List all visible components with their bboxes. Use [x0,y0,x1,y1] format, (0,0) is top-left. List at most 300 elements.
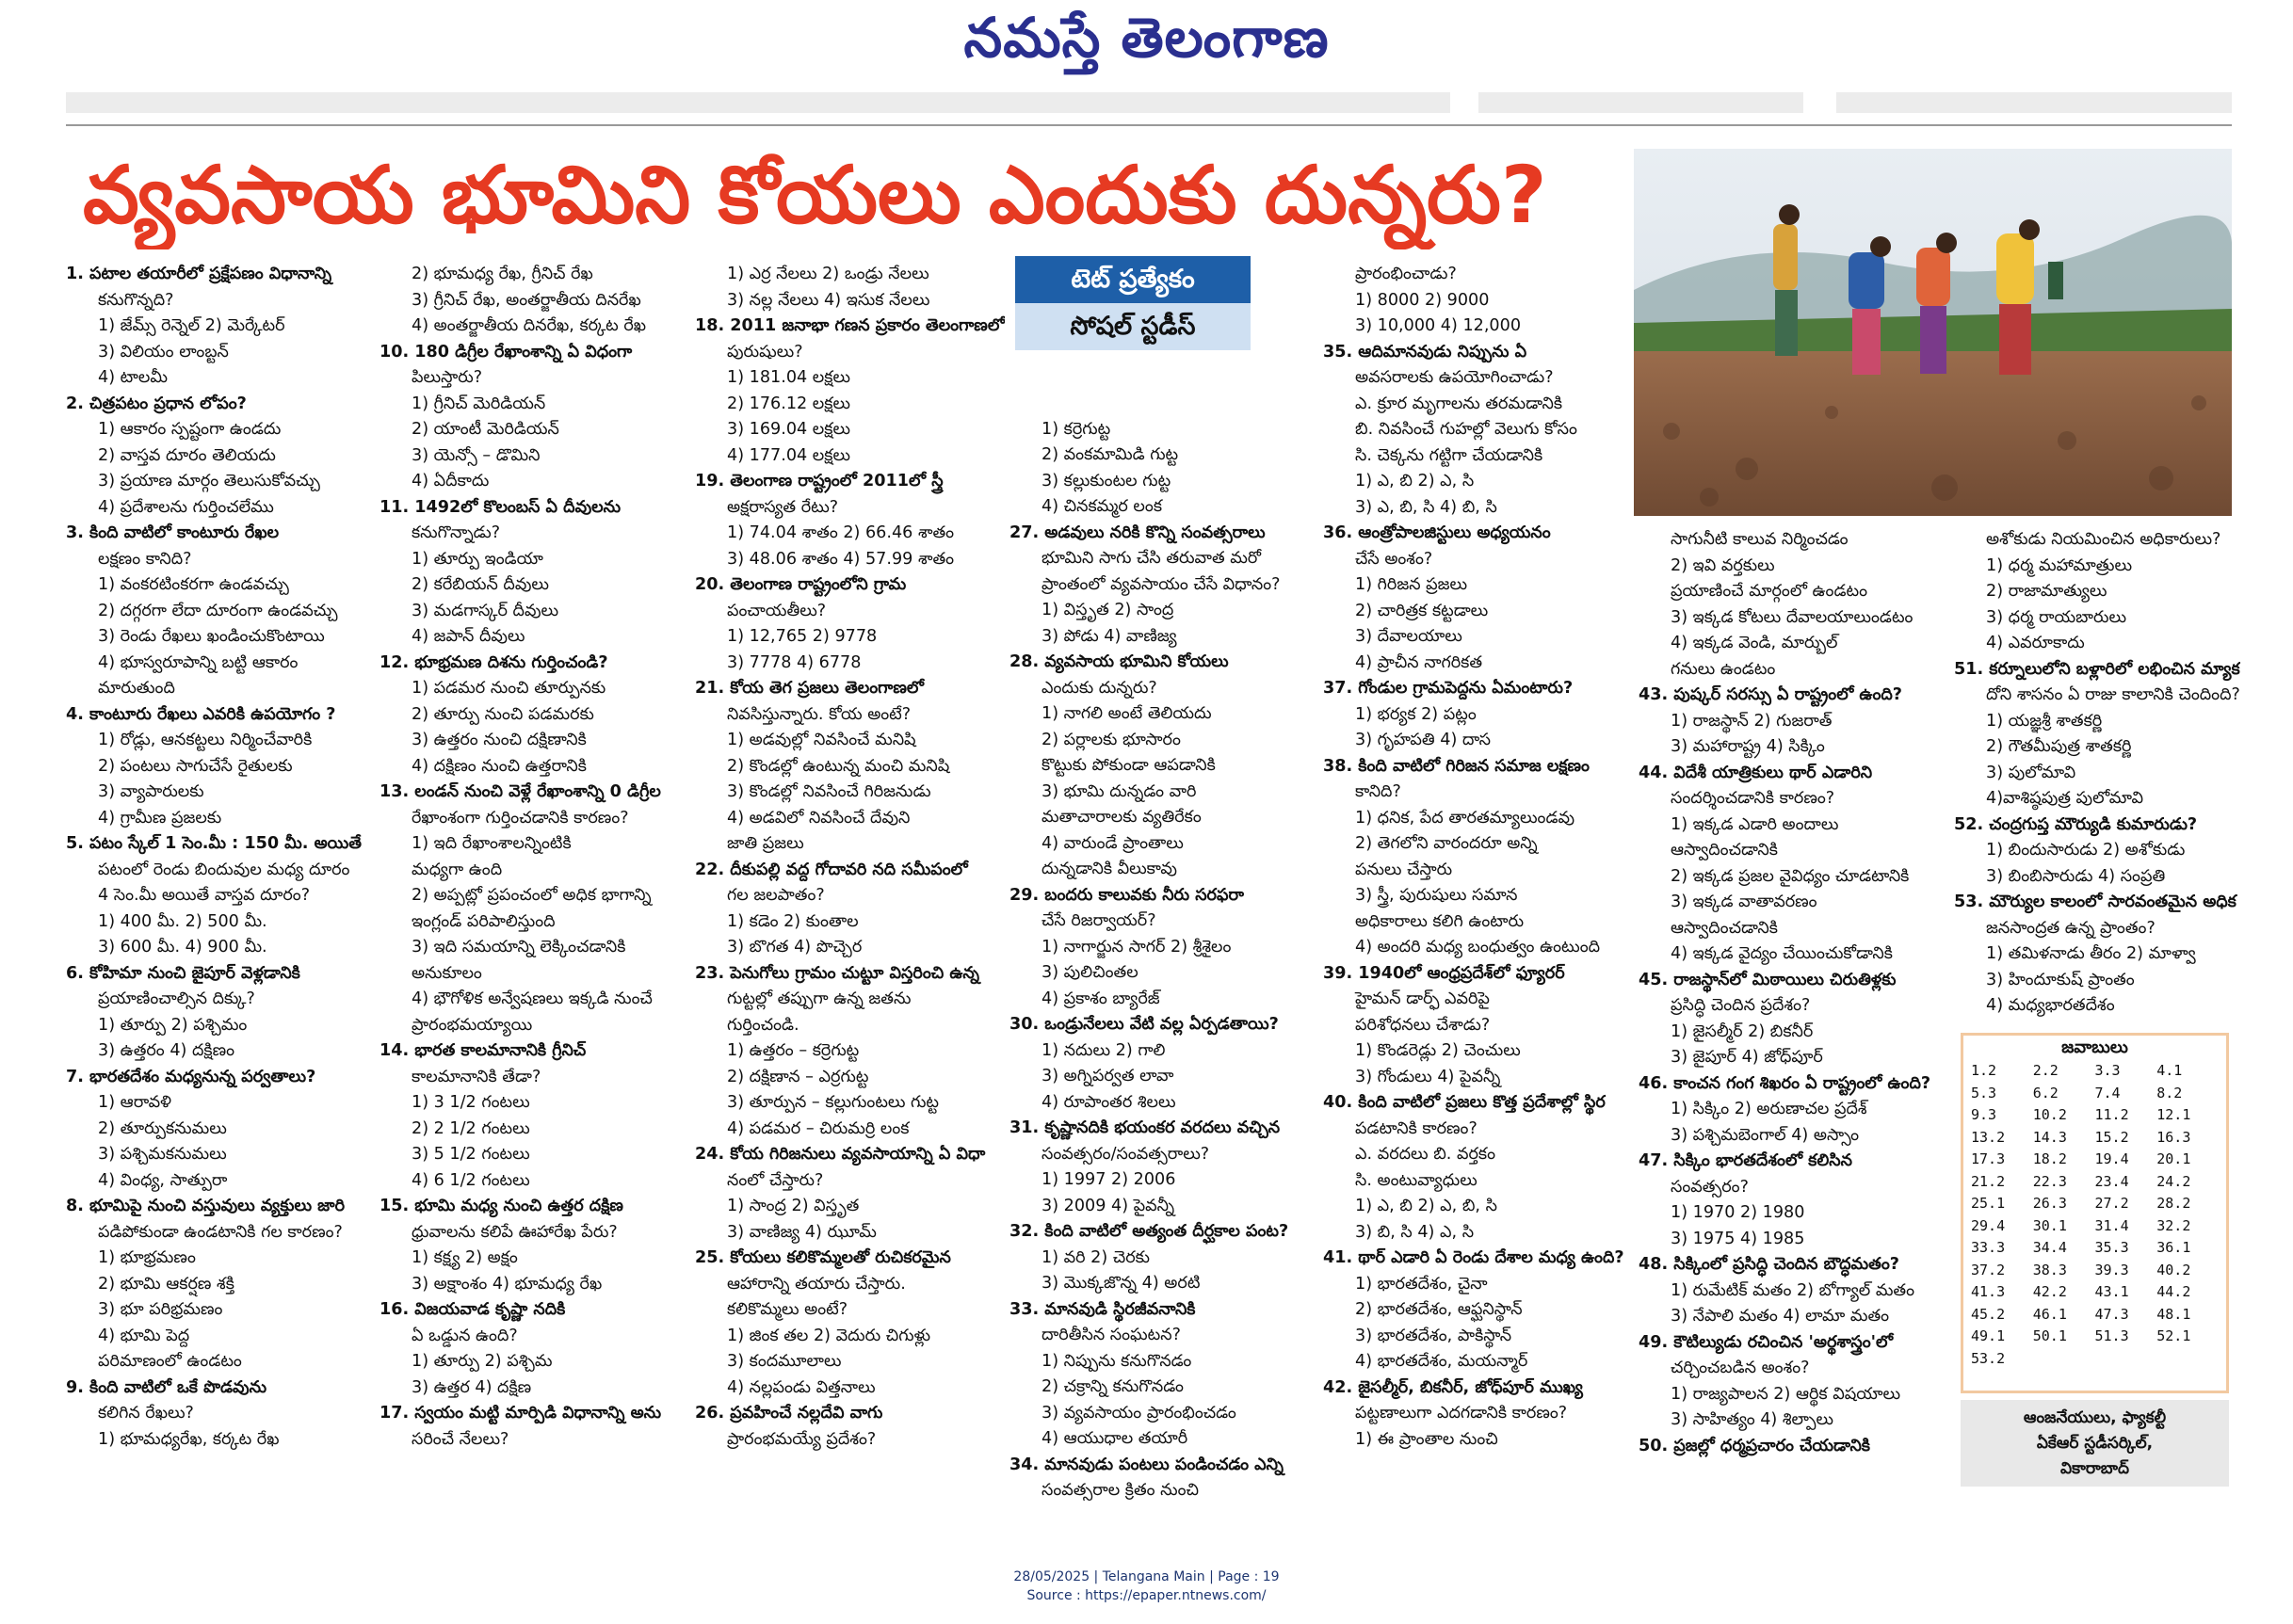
option-line: 3) ప్రయాణ మార్గం తెలుసుకోవచ్చు [98,472,320,490]
option-line: 2) వాస్తవ దూరం తెలియదు [98,445,276,465]
option-line: సి. చెక్కను గట్టిగా చేయడానికి [1355,445,1543,465]
option-line: 3) 7778 4) 6778 [727,652,862,672]
question-line: 46. కాంచన గంగ శిఖరం ఏ రాష్ట్రంలో ఉంది? [1639,1073,1931,1093]
footer-date-page: 28/05/2025 | Telangana Main | Page : 19 [1013,1569,1280,1584]
credit-line-2: ఏకేఆర్ స్టడీసర్కిల్, [2036,1434,2154,1453]
option-line: 3) భూ పరిభ్రమణం [98,1300,223,1319]
answer-item: 6.2 [2032,1084,2059,1101]
option-line: 2) దగ్గరగా లేదా దూరంగా ఉండవచ్చు [98,601,338,620]
option-line: ఆస్వాదించడానికి [1671,841,1778,860]
option-line: 1) నదులు 2) గాలి [1042,1040,1166,1060]
answer-item: 24.2 [2156,1172,2191,1190]
question-line: 30. ఒండ్రునేలలు వేటి వల్ల ఏర్పడతాయి? [1009,1015,1279,1034]
answer-item: 37.2 [1971,1261,2006,1278]
option-line: 3) 600 మీ. 4) 900 మీ. [98,938,267,957]
option-line: సి. అంటువ్యాధులు [1355,1170,1478,1190]
answer-item: 40.2 [2156,1261,2191,1278]
option-line: పనులు చేస్తారు [1355,860,1453,879]
option-line: 4) భూమి పెద్ద [98,1326,190,1345]
question-line: 43. పుష్కర్ సరస్సు ఏ రాష్ట్రంలో ఉంది? [1639,685,1903,704]
question-column-5 [1323,262,1624,1453]
text-line: దోని శాసనం ఏ రాజు కాలానికి చెందింది? [1986,685,2240,704]
answer-item: 25.1 [1971,1195,2006,1212]
answer-item: 22.3 [2032,1172,2067,1190]
answer-item: 39.3 [2094,1261,2129,1278]
page-footer [0,1568,2293,1605]
answer-item: 20.1 [2156,1150,2191,1167]
option-line: పరిమాణంలో ఉండటం [98,1352,242,1371]
question-line: 25. కోయలు కలికొమ్మలతో రుచికరమైన [695,1248,951,1267]
text-line: ఆహారాన్ని తయారు చేస్తారు. [727,1274,906,1294]
question-column-7 [1954,527,2240,1020]
option-line: 4) ప్రకాశం బ్యారేజ్ [1042,989,1160,1008]
option-line: 3) అగ్నిపర్వత లావా [1042,1067,1174,1085]
text-line: ఏ ఒడ్డున ఉంది? [412,1326,518,1345]
option-line: మధ్యగా ఉంది [412,860,503,879]
text-line: ప్రసిద్ధి చెందిన ప్రదేశం? [1671,996,1811,1015]
text-line: పడటానికి కారణం? [1355,1118,1478,1138]
option-line: ప్రారంభమయ్యాయి [412,1015,533,1035]
answer-item: 4.1 [2156,1062,2183,1079]
option-line: ప్రయాణించే మార్గంలో ఉండటం [1671,582,1867,601]
option-line: 1) తూర్పు ఇండియా [412,549,543,569]
author-credit [1961,1400,2229,1487]
question-line: 33. మానవుడి స్థిరజీవనానికి [1009,1299,1196,1319]
option-line: 3) కల్లుకుంటల గుట్ట [1042,471,1171,490]
option-line: 1) విస్తృత 2) సాంద్ర [1042,601,1174,619]
text-line: పటంలో రెండు బిందువుల మధ్య దూరం [98,860,350,879]
option-line: 3) ధర్మ రాయబారులు [1986,607,2127,627]
option-line: 3) ఉత్తరం నుంచి దక్షిణానికి [412,731,587,749]
option-line: 4) భారతదేశం, మయన్మార్ [1355,1352,1528,1371]
article-photo [1634,149,2232,516]
question-line: 23. పెనుగోలు గ్రామం చుట్టూ విస్తరించి ఉన్న [695,963,979,983]
option-line: 3) రెండు రేఖలు ఖండించుకొంటాయి [98,627,325,646]
answer-item: 21.2 [1971,1172,2006,1190]
option-line: 4)వాశిష్ఠపుత్ర పులోమావి [1986,789,2144,808]
option-line: 3) పోడు 4) వాణిజ్య [1042,626,1177,646]
question-column-1 [66,262,362,1453]
text-line: అశోకుడు నియమించిన అధికారులు? [1986,530,2221,549]
option-line: 4) చినకమ్మర లంక [1042,497,1163,516]
text-line: సందర్శించడానికి కారణం? [1671,789,1835,808]
option-line: 1) సాంద్ర 2) విస్తృత [727,1197,860,1215]
text-line: సంవత్సరాల క్రితం నుంచి [1042,1481,1200,1500]
option-line: 3) దేవాలయాలు [1355,627,1462,646]
option-line: 1) ధర్మ మహామాత్రులు [1986,555,2133,575]
option-line: 1) 3 1/2 గంటలు [412,1093,530,1112]
question-line: 44. విదేశీ యాత్రికులు థార్ ఎడారిని [1639,763,1873,782]
question-line: 39. 1940లో ఆంధ్రప్రదేశ్‌లో ఫ్యూరర్ [1323,963,1565,983]
option-line: 1) బిందుసారుడు 2) అశోకుడు [1986,841,2186,860]
option-line: 3) గోండులు 4) పైవన్నీ [1355,1067,1501,1086]
option-line: 4) టాలమీ [98,368,168,387]
question-line: 36. ఆంత్రోపాలజిస్టులు అధ్యయనం [1323,523,1551,542]
question-line: 2. చిత్రపటం ప్రధాన లోపం? [66,394,247,413]
masthead [0,0,2293,75]
option-line: 4) భౌగోళిక అన్వేషణలు ఇక్కడి నుంచే [412,989,653,1008]
question-line: 14. భారత కాలమానానికి గ్రీనిచ్ [379,1041,587,1060]
option-line: 3) గ్రీనిచ్ రేఖ, అంతర్జాతీయ దినరేఖ [412,290,641,310]
option-line: 2) చక్రాన్ని కనుగొనడం [1042,1377,1184,1396]
top-strip [66,92,2232,113]
answer-item: 29.4 [1971,1216,2006,1234]
text-line: ధ్రువాలను కలిపే ఊహారేఖ పేరు? [412,1222,618,1242]
answer-item: 30.1 [2032,1216,2067,1234]
option-line: 2) యాంటీ మెరిడియన్ [412,420,559,439]
option-line: 1) రాజ్యపాలన 2) ఆర్థిక విషయాలు [1671,1384,1901,1404]
footer-source: Source : https://epaper.ntnews.com/ [1026,1588,1267,1603]
question-line: 6. కోహిమా నుంచి జైపూర్ వెళ్లడానికి [66,963,300,983]
question-line: 40. కింది వాటిలో ప్రజలు కొత్త ప్రదేశాల్లో స్థిర [1323,1093,1606,1112]
option-line: 2) అప్పట్లో ప్రపంచంలో అధిక భాగాన్ని [412,886,652,905]
answer-item: 50.1 [2032,1327,2067,1344]
answer-item: 31.4 [2094,1216,2129,1234]
question-line: 38. కింది వాటిలో గిరిజన సమాజ లక్షణం [1323,756,1590,776]
answer-item: 52.1 [2156,1327,2191,1344]
question-column-4 [1009,339,1288,1504]
option-line: 2) పర్లాలకు భూసారం [1042,730,1181,749]
answer-item: 11.2 [2094,1106,2129,1123]
option-line: 1) పడమర నుంచి తూర్పునకు [412,679,606,698]
option-line: 4) వింధ్య, సాత్పురా [98,1170,228,1190]
option-line: 2) భూమధ్య రేఖ, గ్రీనిచ్ రేఖ [412,265,593,283]
option-line: 1) ఆకారం స్పష్టంగా ఉండదు [98,420,282,439]
option-line: 1) సిక్కిం 2) అరుణాచల ప్రదేశ్ [1671,1100,1867,1118]
text-line: పంచాయతీలు? [727,601,827,620]
question-line: 52. చంద్రగుప్త మౌర్యుడి కుమారుడు? [1954,814,2198,834]
text-line: ప్రారంభించాడు? [1355,265,1457,283]
answer-item: 49.1 [1971,1327,2006,1344]
answer-item: 44.2 [2156,1283,2191,1300]
answer-item: 14.3 [2032,1128,2067,1146]
option-line: 3) పులోమావి [1986,763,2076,782]
option-line: 3) విలియం లాంబ్టన్ [98,342,229,362]
option-line: 2) తెగలోని వారందరూ అన్ని [1355,834,1538,853]
article-headline: వ్యవసాయ భూమిని కోయలు ఎందుకు దున్నరు? [83,149,1547,241]
question-line: 41. థార్ ఎడారి ఏ రెండు దేశాల మధ్య ఉంది? [1323,1248,1624,1267]
option-line: 3) 169.04 లక్షలు [727,420,851,439]
question-line: 1. పటాల తయారీలో ప్రక్షేపణం విధానాన్ని [66,265,332,283]
question-line: 11. 1492లో కొలంబస్ ఏ దీవులను [379,497,622,517]
option-line: 3) హిందూకుష్ ప్రాంతం [1986,970,2135,989]
option-line: 1) తూర్పు 2) పశ్చిమ [412,1352,553,1371]
option-line: 4) ఎవరూకాదు [1986,634,2085,652]
question-line: 28. వ్యవసాయ భూమిని కోయలు [1009,652,1229,671]
text-line: ఎందుకు దున్నరు? [1042,678,1157,698]
option-line: ఆస్వాదించడానికి [1671,918,1778,938]
option-line: 1) రాజస్థాన్ 2) గుజరాత్ [1671,711,1833,731]
question-line: 42. జైసల్మీర్, బికనీర్, జోధ్‌పూర్ ముఖ్య [1323,1377,1583,1397]
text-line: కలికొమ్మలు అంటే? [727,1300,848,1319]
question-line: 47. సిక్కిం భారతదేశంలో కలిసిన [1639,1151,1852,1170]
option-line: 1) భూమధ్యరేఖ, కర్కట రేఖ [98,1429,280,1449]
question-line: 17. స్వయం మట్టి మార్పిడి విధానాన్ని అను [379,1404,662,1423]
answer-item: 7.4 [2094,1084,2121,1101]
question-line: 7. భారతదేశం మధ్యనున్న పర్వతాలు? [66,1067,316,1086]
text-line: ప్రారంభమయ్యే ప్రదేశం? [727,1429,877,1449]
option-line: 1) 1970 2) 1980 [1671,1203,1805,1222]
option-line: 3) భూమి దున్నడం వారి [1042,781,1197,801]
option-line: 3) ఉత్తరం 4) దక్షిణం [98,1041,235,1060]
option-line: జాతి ప్రజలు [727,834,804,853]
answer-item: 28.2 [2156,1195,2191,1212]
answer-item: 3.3 [2094,1062,2121,1079]
option-line: 1) గిరిజన ప్రజలు [1355,575,1468,594]
answer-item: 12.1 [2156,1106,2191,1123]
option-line: 1) కొండరెడ్లు 2) చెంచులు [1355,1041,1521,1060]
option-line: ఇంగ్లండ్ పరిపాలిస్తుంది [412,911,556,931]
option-line: 4) గ్రామీణ ప్రజలకు [98,808,222,828]
question-line: 16. విజయవాడ కృష్ణా నదికి [379,1300,566,1319]
answer-item: 48.1 [2156,1305,2191,1323]
answer-item: 34.4 [2032,1239,2067,1256]
option-line: 3) 5 1/2 గంటలు [412,1145,530,1164]
text-line: గుట్టల్లో తప్పుగా ఉన్న జతను [727,989,912,1008]
question-line: 45. రాజస్థాన్‌లో మిఠాయిలు చిరుతిళ్లకు [1639,970,1897,989]
subject-label: సోషల్ స్టడీస్ [1015,303,1251,350]
section-tag [1015,256,1251,350]
option-line: 1) వరి 2) చెరకు [1042,1247,1150,1267]
option-line: 1) కడెం 2) కుంతాల [727,911,859,931]
text-line: ప్రయాణించాల్సిన దిక్కు? [98,989,255,1008]
option-line: 3) 10,000 4) 12,000 [1355,316,1522,335]
option-line: 3) మడగాస్కర్ దీవులు [412,601,559,620]
answer-item: 1.2 [1971,1062,1997,1079]
option-line: 1) జైసల్మీర్ 2) బికనీర్ [1671,1021,1814,1041]
option-line: 4) ఇక్కడ వెండి, మార్బుల్ [1671,634,1838,652]
option-line: 4) జపాన్ దీవులు [412,627,525,646]
question-line: 35. ఆదిమానవుడు నిప్పును ఏ [1323,342,1527,362]
text-line: సంవత్సరం/సంవత్సరాలు? [1042,1144,1210,1164]
question-line: 29. బందరు కాలువకు నీరు సరఫరా [1009,885,1244,905]
option-line: 1) 1997 2) 2006 [1042,1170,1176,1189]
question-line: 37. గోండుల గ్రామపెద్దను ఏమంటారు? [1323,679,1574,698]
answer-item: 41.3 [1971,1283,2006,1300]
option-line: 3) కొండల్లో నివసించే గిరిజనుడు [727,782,931,801]
question-line: 13. లండన్ నుంచి వెళ్లే రేఖాంశాన్ని 0 డిగ్రీల [379,782,661,801]
answer-item: 8.2 [2156,1084,2183,1101]
option-line: 1) నిప్పును కనుగొనడం [1042,1351,1192,1371]
question-line: 10. 180 డిగ్రీల రేఖాంశాన్ని ఏ విధంగా [379,342,633,362]
text-line: ప్రాంతంలో వ్యవసాయం చేసే విధానం? [1042,574,1281,594]
option-line: 1) ఎర్ర నేలలు 2) ఒండ్రు నేలలు [727,265,929,283]
answer-item: 16.3 [2156,1128,2191,1146]
option-line: 1) 8000 2) 9000 [1355,290,1490,310]
question-line: 24. కోయ గిరిజనులు వ్యవసాయాన్ని ఏ విధా [695,1145,986,1164]
option-line: 3) వాణిజ్య 4) ఝూమ్ [727,1222,877,1242]
option-line: 2) కరేబియన్ దీవులు [412,575,549,594]
question-line: 20. తెలంగాణ రాష్ట్రంలోని గ్రామ [695,575,907,594]
answer-item: 13.2 [1971,1128,2006,1146]
option-line: 1) రోడ్లు, ఆనకట్టలు నిర్మించేవారికి [98,731,313,749]
question-line: 32. కింది వాటిలో అత్యంత దీర్ఘకాల పంట? [1009,1222,1289,1241]
option-line: 3) జైపూర్ 4) జోధ్‌పూర్ [1671,1048,1823,1067]
option-line: 3) 48.06 శాతం 4) 57.99 శాతం [727,549,955,569]
option-line: 3) ఇక్కడ కోటలు దేవాలయాలుండటం [1671,607,1914,627]
option-line: 3) పశ్చిమకనుమలు [98,1145,227,1164]
text-line: కాలమానానికి తేడా? [412,1067,541,1086]
option-line: 3) ఇది సమయాన్ని లెక్కించడానికి [412,938,626,957]
option-line: 3) స్త్రీ, పురుషులు సమాన [1355,886,1518,905]
option-line: 3) ఇక్కడ వాతావరణం [1671,892,1817,911]
text-line [1009,365,1288,392]
option-line: 1) ఎ, బి 2) ఎ, బి, సి [1355,1197,1497,1215]
question-line: 19. తెలంగాణ రాష్ట్రంలో 2011లో స్త్రీ [695,472,944,490]
option-line: అధికారాలు కలిగి ఉంటారు [1355,911,1525,931]
option-line: 4) అడవిలో నివసించే దేవుని [727,808,911,828]
option-line: 2) భూమి ఆకర్షణ శక్తి [98,1274,234,1294]
answer-item: 46.1 [2032,1305,2067,1323]
option-line: 1) యజ్ఞశ్రీ శాతకర్ణి [1986,711,2103,731]
option-line: 1) జింక తల 2) వెదురు చిగుళ్లు [727,1326,931,1345]
option-line: 4) ఆయుధాల తయారీ [1042,1429,1188,1448]
option-line: 2) భారతదేశం, ఆఫ్ఘనిస్థాన్ [1355,1300,1523,1319]
option-line: గనులు ఉండటం [1671,659,1776,679]
option-line: 2) కొండల్లో ఉంటున్న మంచి మనిషి [727,756,950,776]
option-line: 4) ఇక్కడ వైద్యం చేయించుకోడానికి [1671,944,1893,963]
text-line: దారితీసిన సంఘటన? [1042,1326,1181,1344]
question-line: 34. మానవుడు పంటలు పండించడం ఎన్ని [1009,1455,1284,1474]
option-line: 4) ఏదీకాదు [412,472,490,490]
option-line: 2) గౌతమీపుత్ర శాతకర్ణి [1986,737,2132,756]
option-line: 2) వంకమామిడి గుట్ట [1042,445,1179,464]
option-line: 4) 177.04 లక్షలు [727,445,851,465]
text-line: చేసే రిజర్వాయర్? [1042,911,1156,930]
option-line: 3) గృహపతి 4) దాస [1355,731,1492,749]
question-line: 9. కింది వాటిలో ఒకే పొడవును [66,1377,267,1397]
option-line: 1) ఇది రేఖాంశాలన్నింటికి [412,834,572,853]
text-line: పడిపోకుండా ఉండటానికి గల కారణం? [98,1222,343,1242]
question-line: 3. కింది వాటిలో కాంటూరు రేఖల [66,523,280,542]
option-line: 2) ఇక్కడ ప్రజల వైవిధ్యం చూడటానికి [1671,866,1910,886]
answer-item: 2.2 [2032,1062,2059,1079]
option-line: సాగునీటి కాలువ నిర్మించడం [1671,530,1849,549]
text-line: సరించే నేలలు? [412,1429,509,1449]
text-line: లక్షణం కానిది? [98,549,192,569]
text-line: భూమిని సాగు చేసి తరువాత మరో [1042,549,1262,568]
option-line: ఎ. క్రూర మృగాలను తరమడానికి [1355,394,1563,413]
text-line: అవసరాలకు ఉపయోగించాడు? [1355,368,1554,387]
option-line: 1) ఈ ప్రాంతాల నుంచి [1355,1429,1498,1449]
text-line: నివసిస్తున్నారు. కోయ అంటే? [727,704,912,724]
question-line: 4. కాంటూరు రేఖలు ఎవరికి ఉపయోగం ? [66,704,336,724]
answer-item: 45.2 [1971,1305,2006,1323]
text-line: నంలో చేస్తారు? [727,1170,824,1190]
option-line: 4) అంతర్జాతీయ దినరేఖ, కర్కట రేఖ [412,316,647,335]
option-line: 3) భారతదేశం, పాకిస్థాన్ [1355,1326,1512,1345]
option-line: బి. నివసించే గుహల్లో వెలుగు కోసం [1355,420,1577,439]
option-line: 3) నేపాలి మతం 4) లామా మతం [1671,1307,1890,1326]
option-line: 3) 1975 4) 1985 [1671,1229,1805,1248]
question-line: 8. భూమిపై నుంచి వస్తువులు వ్యక్తులు జారి [66,1197,346,1215]
option-line: ఎ. వరదలు బి. వర్తకం [1355,1145,1496,1164]
answer-item: 17.3 [1971,1150,2006,1167]
masthead-logo-text: నమస్తే తెలంగాణ [963,6,1330,70]
option-line: 3) నల్ల నేలలు 4) ఇసుక నేలలు [727,290,930,310]
option-line: 4) నల్లపండు విత్తనాలు [727,1377,876,1397]
option-line: 1) ఎ, బి 2) ఎ, సి [1355,472,1475,490]
answer-item: 18.2 [2032,1150,2067,1167]
option-line: 1) 74.04 శాతం 2) 66.46 శాతం [727,523,955,542]
text-line [1009,391,1288,417]
answer-item: 51.3 [2094,1327,2129,1344]
option-line: 1) 400 మీ. 2) 500 మీ. [98,911,267,931]
option-line: 3) బింబిసారుడు 4) సంప్రతి [1986,866,2166,886]
question-line: 51. కర్నూలులోని బళ్లారిలో లభించిన మ్యాక [1954,659,2240,679]
answer-item: 36.1 [2156,1239,2191,1256]
question-column-3 [695,262,1005,1453]
option-line: మారుతుంది [98,679,175,698]
option-line: 1) వంకరటింకరగా ఉండవచ్చు [98,575,289,594]
option-line: 1) రుమేటిక్ మతం 2) బోగ్యాల్ మతం [1671,1280,1915,1300]
option-line: 1) భూభ్రమణం [98,1248,196,1267]
question-line: 27. అడవులు నరికి కొన్ని సంవత్సరాలు [1009,523,1266,542]
question-line: 18. 2011 జనాభా గణన ప్రకారం తెలంగాణలో [695,316,1005,335]
option-line: 4) అందరి మధ్య బంధుత్వం ఉంటుంది [1355,938,1601,957]
tet-special-label: టెట్ ప్రత్యేకం [1015,256,1251,303]
option-line: మతాచారాలకు వ్యతిరేకం [1042,808,1202,827]
answer-item: 33.3 [1971,1239,2006,1256]
answer-item: 10.2 [2032,1106,2067,1123]
option-line: 1) గ్రీనిచ్ మెరిడియన్ [412,394,546,413]
option-line: 1) భర్యక 2) పట్లం [1355,704,1477,724]
question-column-6 [1639,527,1930,1459]
option-line: 1) కర్రెగుట్ట [1042,419,1111,439]
option-line: 3) ఉత్తర 4) దక్షిణ [412,1377,532,1397]
option-line: 4) పడమర – చిరుమర్రి లంక [727,1118,910,1138]
question-line: 22. దీకుపల్లి వద్ద గోదావరి నది సమీపంలో [695,860,968,879]
option-line: 2) చారిత్రక కట్టడాలు [1355,601,1489,620]
option-line: 1) ఇక్కడ ఎడారి అందాలు [1671,814,1839,834]
answer-item: 26.3 [2032,1195,2067,1212]
option-line: 3) కందమూలాలు [727,1352,842,1371]
option-line: 2) తూర్పుకనుమలు [98,1118,227,1138]
answer-item: 23.4 [2094,1172,2129,1190]
text-line: అక్షరాస్యత రేటు? [727,497,839,517]
question-line: 26. ప్రవహించే నల్లదేవి వాగు [695,1404,883,1423]
answer-item: 5.3 [1971,1084,1997,1101]
answer-item: 32.2 [2156,1216,2191,1234]
option-line: 4) 6 1/2 గంటలు [412,1170,530,1190]
header-rule [66,124,2232,126]
question-column-2 [379,262,661,1453]
text-line: హైమన్ డార్ఫ్ ఎవరిపై [1355,989,1490,1008]
option-line: 3) పులిచింతల [1042,963,1138,982]
text-line: పురుషులు? [727,342,803,362]
option-line: 2) దక్షిణాన – ఎర్రగుట్ట [727,1067,869,1086]
question-line: 21. కోయ తెగ ప్రజలు తెలంగాణలో [695,679,924,698]
option-line: కొట్టుకు పోకుండా ఆపడానికి [1042,756,1216,775]
question-line: 12. భూభ్రమణ దిశను గుర్తించండి? [379,652,608,672]
option-line: 3) వ్యాపారులకు [98,782,204,801]
text-line: పట్టణాలుగా ఎదగడానికి కారణం? [1355,1404,1568,1423]
question-line: 31. కృష్ణానదికి భయంకర వరదలు వచ్చిన [1009,1118,1281,1137]
answer-key-grid [1963,1060,2226,1370]
option-line: 3) బి, సి 4) ఎ, సి [1355,1222,1475,1242]
option-line: 3) బొగత 4) పొచ్చెర [727,938,863,957]
text-line: 4 సెం.మీ అయితే వాస్తవ దూరం? [98,886,311,905]
text-line: రేఖాంశంగా గుర్తించడానికి కారణం? [412,808,629,828]
option-line: 3) ఎ, బి, సి 4) బి, సి [1355,497,1497,517]
question-line: 53. మౌర్యుల కాలంలో సారవంతమైన అధిక [1954,892,2236,911]
text-line: సంవత్సరం? [1671,1177,1749,1197]
option-line: అనుకూలం [412,963,482,983]
credit-line-3: వికారాబాద్ [2060,1459,2129,1478]
option-line: 4) వారుండే ప్రాంతాలు [1042,833,1184,853]
top-strip-segment [1836,92,2232,113]
option-line: 3) సాహిత్యం 4) శిల్పాలు [1671,1410,1834,1429]
